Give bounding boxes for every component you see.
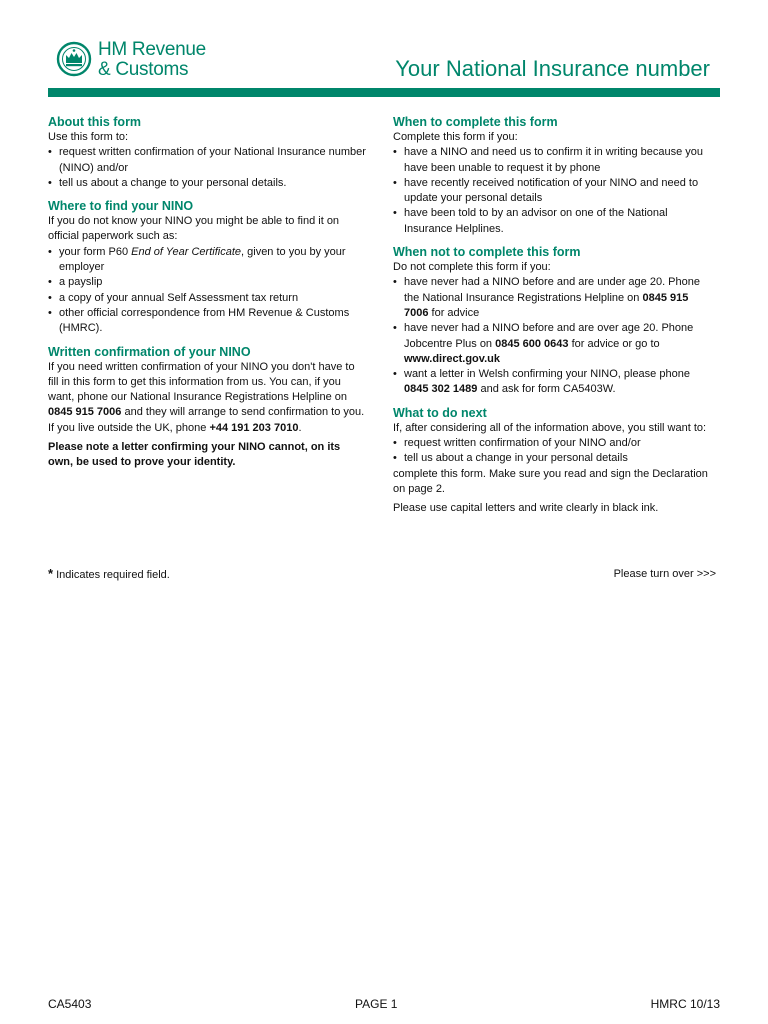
next-section [393,405,713,517]
list-item [393,275,713,321]
left-column [48,114,368,471]
list-item [393,367,713,398]
written-text-1: If you need written confirmation of your NINO you don't have to fill in this form to get this information from us. You can, if you want, phone our National Insurance Registrations Helpline on [48,360,355,404]
document-title: Your National Insurance number [395,56,710,81]
when-list [393,145,713,237]
when-intro: Complete this form if you: [393,131,518,143]
ink-instruction: Please use capital letters and write clearly in black ink. [393,502,659,515]
required-star: * [48,566,54,581]
welsh-text-end: and ask for form CA5403W. [477,383,616,396]
list-item: • a payslip [48,275,368,290]
jobcentre-phone: 0845 600 0643 [495,337,569,350]
list-item: • tell us about a change to your personal details. [48,176,368,191]
under-20-text: have never had a NINO before and are under age 20. Phone the National Insurance Registrations Helpline on [404,276,700,304]
written-text-2: and they will arrange to send confirmation to you. If you live outside the UK, phone [48,406,365,434]
list-item: • have a NINO and need us to confirm it in writing because you have been unable to request it by phone [393,145,713,176]
right-column [393,114,713,517]
identity-note: Please note a letter confirming your NINO cannot, on its own, be used to prove your identity. [48,441,341,469]
required-field-note [48,566,170,581]
list-item: • request written confirmation of your National Insurance number (NINO) and/or [48,145,368,176]
over-20-text-mid: for advice or go to [568,337,660,350]
list-item: • a copy of your annual Self Assessment tax return [48,291,368,306]
where-section [48,198,368,336]
p60-certificate-name: End of Year Certificate [131,245,242,258]
list-item: • tell us about a change in your personal details [393,451,713,466]
crown-crest-icon [56,38,92,80]
direct-gov-link[interactable]: www.direct.gov.uk [404,352,500,365]
header-rule [48,88,720,97]
list-item: • have been told to by an advisor on one of the National Insurance Helplines. [393,206,713,237]
list-item: • have recently received notification of your NINO and need to update your personal details [393,176,713,207]
page-number: PAGE 1 [355,997,398,1011]
form-edition: HMRC 10/13 [650,997,720,1011]
required-text: Indicates required field. [53,569,170,581]
about-heading: About this form [48,115,142,129]
welsh-phone: 0845 302 1489 [404,383,478,396]
written-section [48,344,368,471]
when-heading: When to complete this form [393,115,558,129]
welsh-text: want a letter in Welsh confirming your NINO, please phone [404,368,690,381]
p60-text-end: , given to you by your employer [59,245,346,274]
turn-over-note: Please turn over >>> [613,568,716,580]
about-list [48,145,368,191]
written-text [48,360,368,436]
when-section [393,114,713,237]
overseas-phone: +44 191 203 7010 [209,421,299,434]
helpline-phone: 0845 915 7006 [48,406,122,419]
written-heading: Written confirmation of your NINO [48,344,251,359]
under-20-text-end: for advice [428,306,480,319]
about-intro: Use this form to: [48,131,129,143]
written-text-3: . [298,421,302,434]
list-item: • other official correspondence from HM Revenue & Customs (HMRC). [48,306,368,337]
over-20-text: have never had a NINO before and are over age 20. Phone Jobcentre Plus on [404,322,694,350]
logo-line-2: & Customs [98,59,189,80]
next-heading: What to do next [393,405,487,420]
list-item [393,321,713,367]
when-not-list [393,275,713,397]
list-item [48,245,368,276]
when-not-heading: When not to complete this form [393,245,581,260]
about-section [48,114,368,191]
next-after: complete this form. Make sure you read and sign the Declaration on page 2. [393,467,708,495]
when-not-section [393,244,713,398]
logo-line-1: HM Revenue [98,39,206,60]
when-not-intro: Do not complete this form if you: [393,261,551,274]
hmrc-logo [56,38,236,84]
p60-text: your form P60 [59,245,132,258]
where-list [48,245,368,337]
where-heading: Where to find your NINO [48,199,194,214]
where-intro: If you do not know your NINO you might be able to find it on official paperwork such as: [48,215,340,243]
registrations-phone: 0845 915 7006 [404,291,689,319]
form-code: CA5403 [48,997,92,1011]
next-intro: If, after considering all of the information above, you still want to: [393,421,707,434]
list-item: • request written confirmation of your NINO and/or [393,436,713,451]
next-list [393,436,713,467]
